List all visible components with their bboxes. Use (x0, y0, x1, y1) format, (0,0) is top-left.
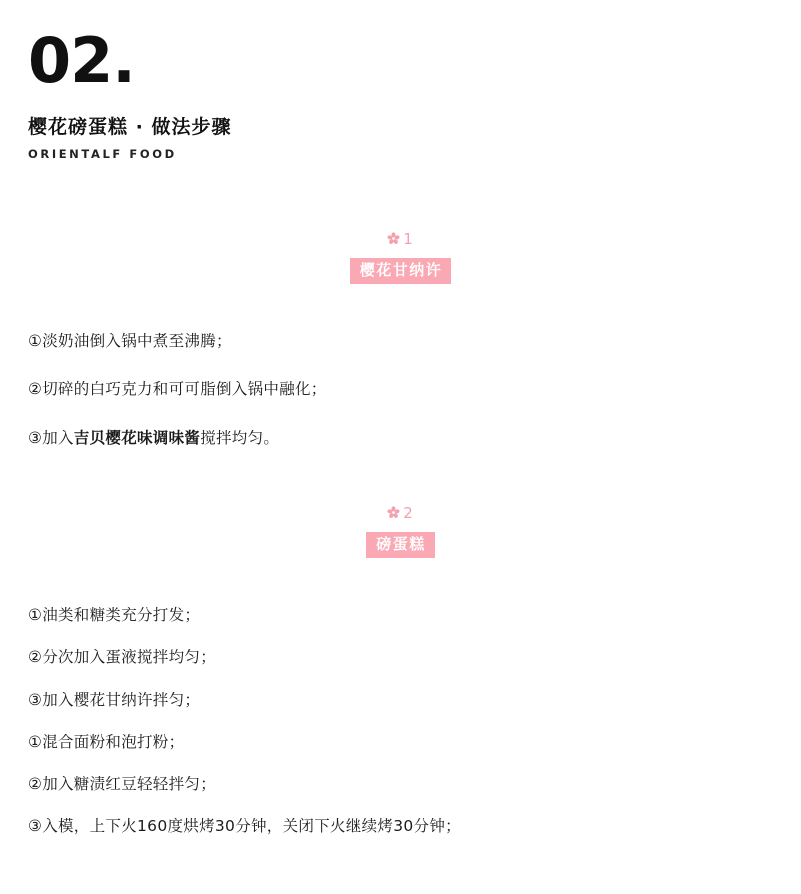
page-subtitle: ORIENTALF FOOD (28, 147, 177, 161)
step-text: ①油类和糖类充分打发； (28, 606, 201, 624)
section-1-index: 1 (403, 230, 414, 248)
section-2-tag: 磅蛋糕 (366, 532, 435, 558)
recipe-section-1 (0, 230, 801, 447)
step-text: ③入模，上下火160度烘烤30分钟，关闭下火继续烤30分钟； (28, 817, 461, 836)
cherry-blossom-icon (387, 232, 400, 248)
cherry-blossom-icon (387, 506, 400, 522)
step-item (28, 689, 758, 712)
section-number: 02. (28, 24, 135, 97)
step-text: ①淡奶油倒入锅中煮至沸腾； (28, 332, 232, 350)
section-1-head (0, 232, 801, 284)
page-title: 樱花磅蛋糕 · 做法步骤 (28, 116, 232, 138)
section-1-index-row (0, 232, 801, 248)
step-text-suffix: 搅拌均匀。 (200, 428, 280, 447)
step-item (28, 330, 758, 353)
section-2-index-row (0, 506, 801, 522)
step-text: ①混合面粉和泡打粉； (28, 732, 185, 751)
page-header (28, 24, 588, 161)
step-item (28, 815, 758, 838)
step-text: ②加入糖渍红豆轻轻拌匀； (28, 775, 216, 793)
step-item (28, 604, 758, 627)
step-item (28, 731, 758, 754)
step-text: ②切碎的白巧克力和可可脂倒入锅中融化； (28, 380, 327, 399)
step-item (28, 378, 758, 401)
step-item (28, 427, 758, 450)
step-text: ③加入樱花甘纳许拌匀； (28, 690, 201, 709)
step-item (28, 646, 758, 669)
section-2-steps (28, 604, 758, 858)
section-2-head (0, 506, 801, 558)
section-1-tag: 樱花甘纳许 (350, 258, 452, 284)
step-text: ③加入 (28, 428, 74, 447)
section-1-steps (28, 330, 758, 475)
recipe-section-2 (0, 504, 801, 836)
step-highlight: 吉贝樱花味调味酱 (73, 428, 201, 447)
section-2-index: 2 (403, 504, 414, 522)
step-item (28, 773, 758, 796)
step-text: ②分次加入蛋液搅拌均匀； (28, 648, 216, 667)
